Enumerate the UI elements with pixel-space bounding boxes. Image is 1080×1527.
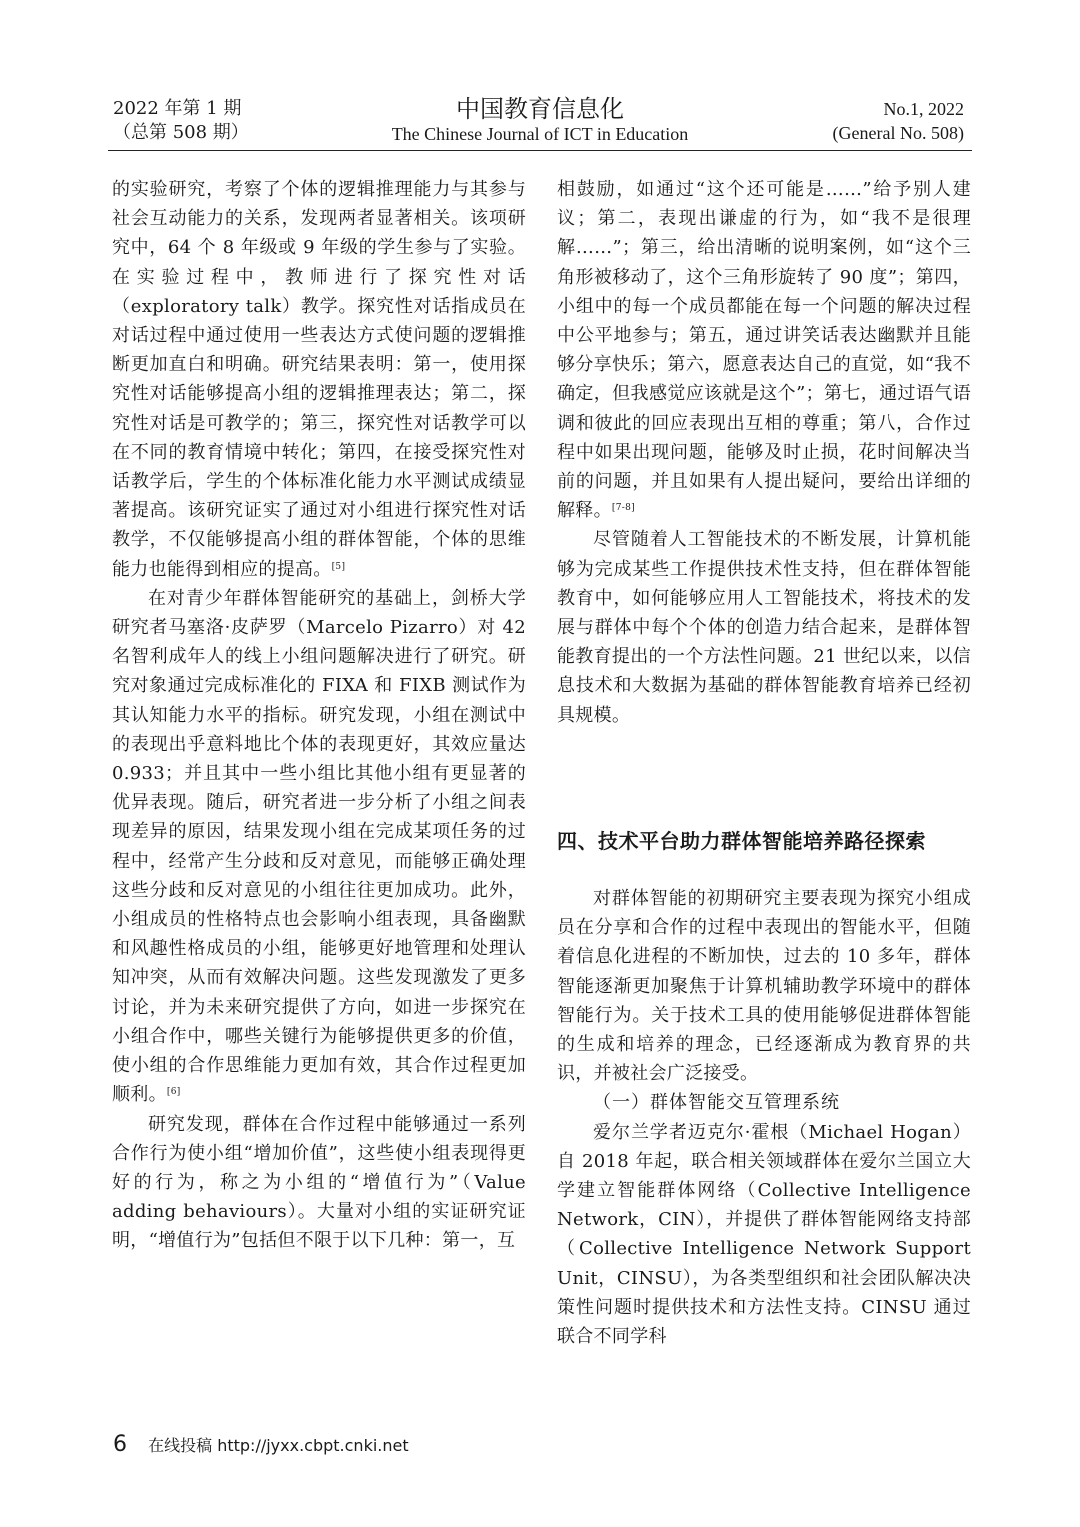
right-column-bottom <box>557 884 971 1351</box>
page-number: 6 <box>113 1432 127 1457</box>
page-footer <box>113 1432 409 1457</box>
paragraph-text: 在对青少年群体智能研究的基础上，剑桥大学研究者马塞洛·皮萨罗（Marcelo Pizarro）对 42 名智利成年人的线上小组问题解决进行了研究。研究对象通过完成标准化的 FIXA 和 FIXB 测试作为其认知能力水平的指标。研究发现，小组在测试中的表现出乎意料地比个体的表现更好，其效应量达 0.933；并且其中一些小组比其他小组有更显著的优异表现。随后，研究者进一步分析了小组之间表现差异的原因，结果发现小组在完成某项任务的过程中，经常产生分歧和反对意见，而能够正确处理这些分歧和反对意见的小组往往更加成功。此外，小组成员的性格特点也会影响小组表现，具备幽默和风趣性格成员的小组，能够更好地管理和处理认知冲突，从而有效解决问题。这些发现激发了更多讨论，并为未来研究提供了方向，如进一步探究在小组合作中，哪些关键行为能够提供更多的价值，使小组的合作思维能力更加有效，其合作过程更加顺利。 <box>112 587 526 1106</box>
citation: [7-8] <box>611 503 635 514</box>
section-heading: 四、技术平台助力群体智能培养路径探索 <box>557 829 926 853</box>
issue-number-en: No.1, 2022 <box>883 99 964 119</box>
left-column <box>112 175 526 1256</box>
total-issue-en: (General No. 508) <box>832 123 964 143</box>
total-issue-cn: （总第 508 期） <box>113 122 249 143</box>
issue-info-cn <box>113 97 249 145</box>
page-header <box>0 0 1080 160</box>
paragraph: 研究发现，群体在合作过程中能够通过一系列合作行为使小组“增加价值”，这些使小组表现得更好的行为，称之为小组的“增值行为”（Value adding behaviours）。大量对小组的实证研究证明，“增值行为”包括但不限于以下几种：第一，互 <box>112 1113 526 1252</box>
submit-label: 在线投稿 <box>148 1436 213 1455</box>
paragraph: 对群体智能的初期研究主要表现为探究小组成员在分享和合作的过程中表现出的智能水平，但随着信息化进程的不断加快，过去的 10 多年，群体智能逐渐更加聚焦于计算机辅助教学环境中的群体智能行为。关于技术工具的使用能够促进群体智能的生成和培养的理念，已经逐渐成为教育界的共识，并被社会广泛接受。 <box>557 888 971 1085</box>
paragraph-text: 的实验研究，考察了个体的逻辑推理能力与其参与社会互动能力的关系，发现两者显著相关。该项研究中，64 个 8 年级或 9 年级的学生参与了实验。在实验过程中，教师进行了探究性对话（exploratory talk）教学。探究性对话指成员在对话过程中通过使用一些表达方式使问题的逻辑推断更加直白和明确。研究结果表明：第一，使用探究性对话能够提高小组的逻辑推理表达；第二，探究性对话是可教学的；第三，探究性对话教学可以在不同的教育情境中转化；第四，在接受探究性对话教学后，学生的个体标准化能力水平测试成绩显著提高。该研究证实了通过对小组进行探究性对话教学，不仅能够提高小组的群体智能，个体的思维能力也能得到相应的提高。 <box>112 179 526 580</box>
submit-url[interactable]: http://jyxx.cbpt.cnki.net <box>217 1436 409 1455</box>
paragraph <box>112 175 526 584</box>
paragraph <box>112 584 526 1110</box>
citation: [5] <box>331 561 346 572</box>
header-divider <box>108 150 972 151</box>
journal-title-cn: 中国教育信息化 <box>456 95 624 123</box>
subsection-heading: （一）群体智能交互管理系统 <box>593 1092 840 1114</box>
paragraph <box>557 175 971 525</box>
citation: [6] <box>166 1087 181 1098</box>
issue-info-en <box>833 97 964 145</box>
journal-title <box>340 95 740 145</box>
paragraph: 尽管随着人工智能技术的不断发展，计算机能够为完成某些工作提供技术性支持，但在群体智能教育中，如何能够应用人工智能技术，将技术的发展与群体中每个个体的创造力结合起来，是群体智能教育提出的一个方法性问题。21 世纪以来，以信息技术和大数据为基础的群体智能教育培养已经初具规模。 <box>557 529 971 726</box>
journal-title-en: The Chinese Journal of ICT in Education <box>391 124 689 144</box>
paragraph: 爱尔兰学者迈克尔·霍根（Michael Hogan）自 2018 年起，联合相关领域群体在爱尔兰国立大学建立智能群体网络（Collective Intelligence Network，CIN），并提供了群体智能网络支持部（Collective Intelligence Network Support Unit，CINSU），为各类型组织和社会团队解决决策性问题时提供技术和方法性支持。CINSU 通过联合不同学科 <box>557 1121 971 1348</box>
right-column-top <box>557 175 971 730</box>
paragraph-text: 相鼓励，如通过“这个还可能是……”给予别人建议；第二，表现出谦虚的行为，如“我不是很理解……”；第三，给出清晰的说明案例，如“这个三角形被移动了，这个三角形旋转了 90 度”；第四，小组中的每一个成员都能在每一个问题的解决过程中公平地参与；第五，通过讲笑话表达幽默并且能够分享快乐；第六，愿意表达自己的直觉，如“我不确定，但我感觉应该就是这个”；第七，通过语气语调和彼此的回应表现出互相的尊重；第八，合作过程中如果出现问题，能够及时止损，花时间解决当前的问题，并且如果有人提出疑问，要给出详细的解释。 <box>557 179 971 522</box>
issue-number-cn: 2022 年第 1 期 <box>113 98 242 119</box>
